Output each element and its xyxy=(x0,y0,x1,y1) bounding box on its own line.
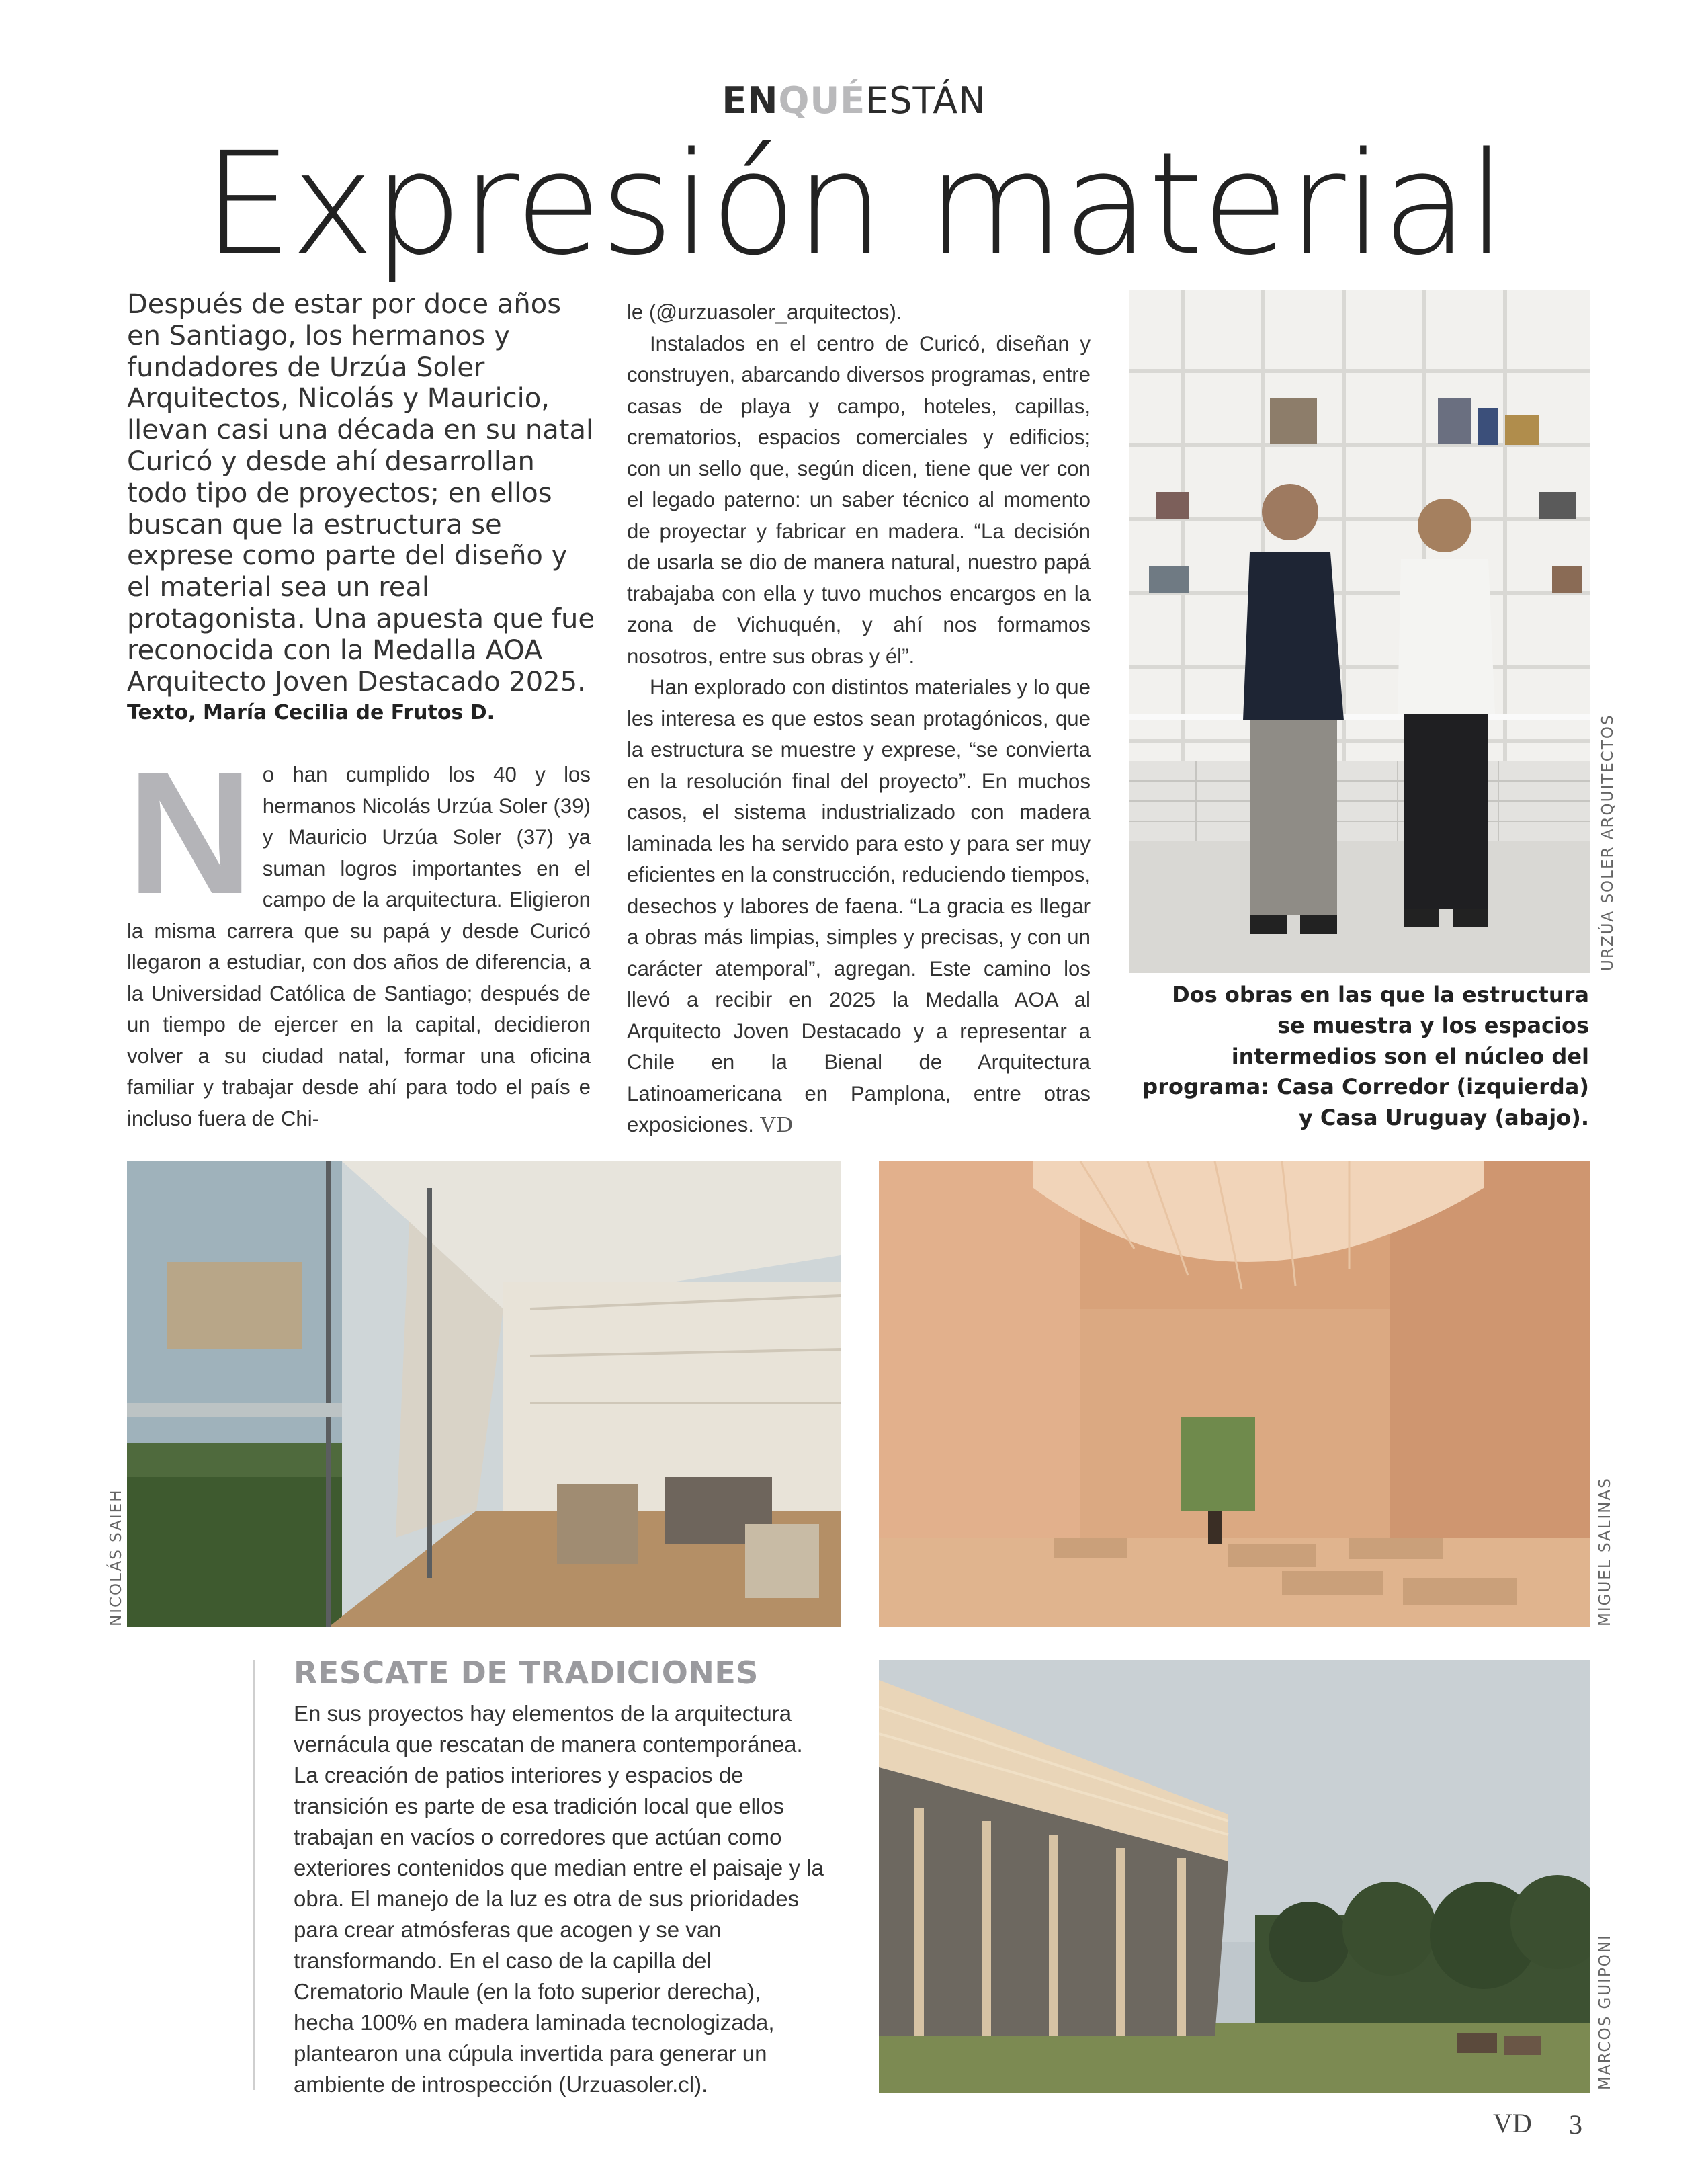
chapel-illustration xyxy=(879,1161,1590,1627)
barn-illustration xyxy=(879,1660,1590,2093)
sidebar-rule xyxy=(253,1660,255,2090)
body-column-1 xyxy=(127,736,591,1134)
house-photo xyxy=(127,1161,841,1627)
body-column-2 xyxy=(627,297,1091,1141)
chapel-photo-credit: MIGUEL SALINAS xyxy=(1596,1477,1614,1626)
end-mark: VD xyxy=(759,1112,793,1137)
barn-photo xyxy=(879,1660,1590,2093)
section-label-estan: ESTÁN xyxy=(865,79,986,122)
body-column-1-text: o han cumplido los 40 y los hermanos Nicolás Urzúa Soler (39) y Mauricio Urzúa Soler (37) ya suman logros importantes en el campo de la arquitectura. Eligieron la misma carrera que su papá y desde Curicó llegaron a estudiar, con dos años de diferencia, a la Universidad Católica de Santiago; después de un tiempo de ejercer en la capital, decidieron volver a su ciudad natal, formar una oficina familiar y trabajar desde ahí para todo el país e incluso fuera de Chi- xyxy=(127,763,591,1130)
body-paragraph-text: Han explorado con distintos materiales y lo que les interesa es que estos sean protagónicos, que la estructura se muestre y exprese, “se convierta en la resolución final del proyecto”. En muchos casos, el sistema industrializado con madera laminada les ha servido para esto y para ser muy eficientes en la construcción, reduciendo tiempos, desechos y labores de faena. “La gracia es llegar a obras más limpias, simples y precisas, y con un carácter atemporal”, agregan. Este camino los llevó a recibir en 2025 la Medalla AOA al Arquitecto Joven Destacado y a representar a Chile en la Bienal de Arquitectura Latinoamericana en Pamplona, entre otras exposiciones. xyxy=(627,675,1091,1136)
portrait-illustration xyxy=(1129,290,1590,973)
sidebar-heading: RESCATE DE TRADICIONES xyxy=(294,1654,759,1691)
lede: Después de estar por doce años en Santiago, los hermanos y fundadores de Urzúa Soler Arquitectos, Nicolás y Mauricio, llevan casi una década en su natal Curicó y desde ahí desarrollan todo tipo de proyectos; en ellos buscan que la estructura se exprese como parte del diseño y el material sea un real protagonista. Una apuesta que fue reconocida con la Medalla AOA Arquitecto Joven Destacado 2025. xyxy=(127,289,595,698)
house-illustration xyxy=(127,1161,841,1627)
portrait-photo-credit: URZÚA SOLER ARQUITECTOS xyxy=(1599,714,1617,971)
portrait-photo xyxy=(1129,290,1590,973)
sidebar-text: En sus proyectos hay elementos de la arquitectura vernácula que rescatan de manera contemporánea. La creación de patios interiores y espacios de transición es parte de esa tradición local que ellos trabajan en vacíos o corredores que actúan como exteriores contenidos que median entre el paisaje y la obra. El manejo de la luz es otra de sus prioridades para crear atmósferas que acogen y se van transformando. En el caso de la capilla del Crematorio Maule (en la foto superior derecha), hecha 100% en madera laminada tecnologizada, plantearon una cúpula invertida para generar un ambiente de introspección (Urzuasoler.cl). xyxy=(294,1701,824,2097)
section-label-que: QUÉ xyxy=(778,79,866,122)
body-paragraph xyxy=(627,672,1091,1141)
body-paragraph: le (@urzuasoler_arquitectos). xyxy=(627,300,902,324)
headline: Expresión material xyxy=(203,122,1505,286)
barn-photo-credit: MARCOS GUIPONI xyxy=(1596,1934,1614,2090)
section-label xyxy=(0,79,1708,122)
photo-caption: Dos obras en las que la estructura se muestra y los espacios intermedios son el núcleo del programa: Casa Corredor (izquierda) y Casa Uruguay (abajo). xyxy=(1142,982,1589,1130)
drop-cap: N xyxy=(127,736,253,931)
body-paragraph: Instalados en el centro de Curicó, diseñan y construyen, abarcando diversos programas, entre casas de playa y campo, hoteles, capillas, crematorios, espacios comerciales y edificios; con un sello que, según dicen, tiene que ver con el legado paterno: un saber técnico al momento de proyectar y fabricar en madera. “La decisión de usarla se dio de manera natural, nuestro papá trabajaba con ella y tuvo muchos encargos en la zona de Vichuquén, y ahí nos formamos nosotros, entre sus obras y él”. xyxy=(627,331,1091,668)
folio-mark: VD xyxy=(1493,2108,1532,2138)
house-photo-credit: NICOLÁS SAIEH xyxy=(108,1488,125,1626)
byline: Texto, María Cecilia de Frutos D. xyxy=(127,701,495,724)
section-label-en: EN xyxy=(722,79,779,122)
chapel-photo xyxy=(879,1161,1590,1627)
page-number: 3 xyxy=(1569,2109,1582,2140)
